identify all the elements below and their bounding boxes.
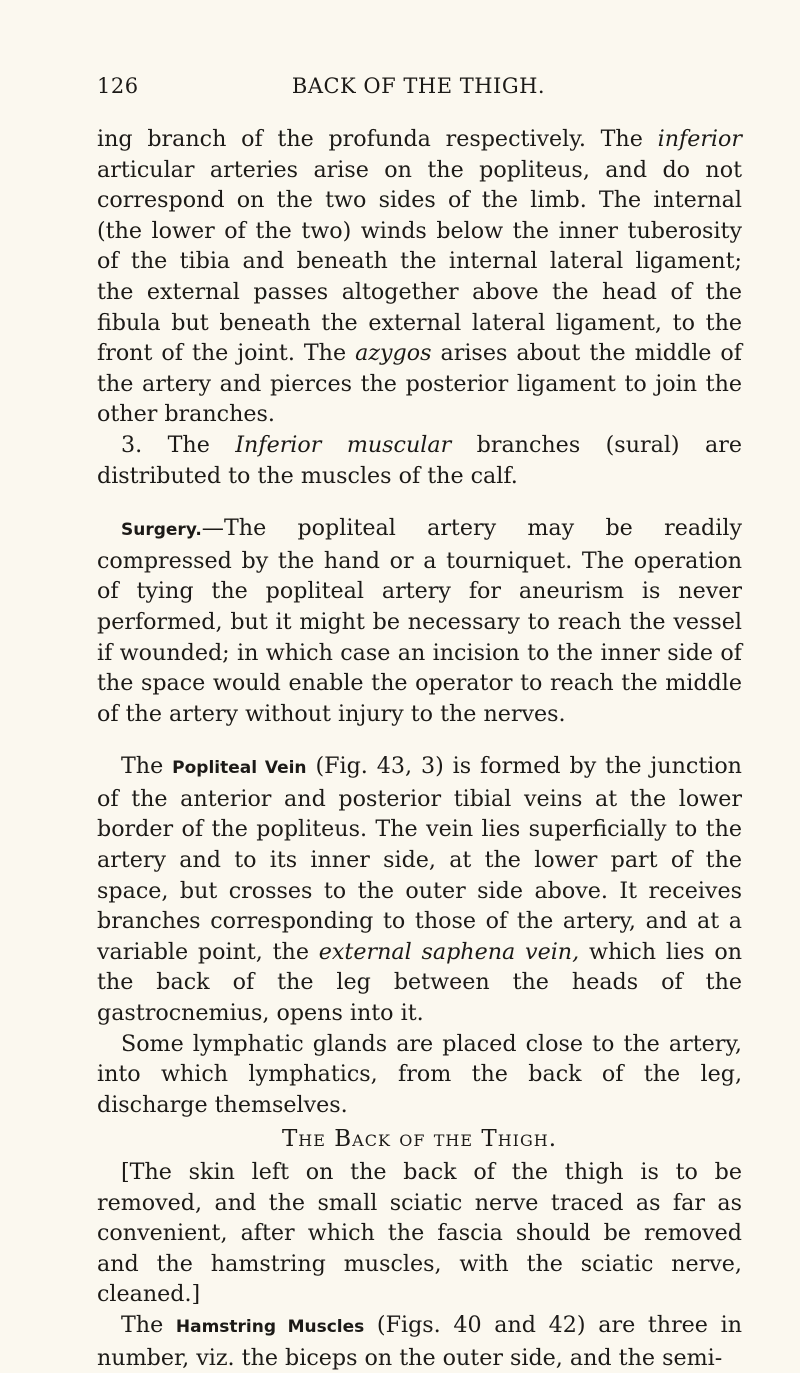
text-run: (Fig. 43, 3) is formed by the junction of the anterior and posterior tibial veins at the lower border of the popliteus. The vein lies superficially to the artery and to its inner side, at the lower part of the space, but crosses to the outer side above. It receives branches corresponding to those of the artery, and at a variable point, the [97, 753, 742, 965]
paragraph-popliteal-vein [97, 751, 742, 1028]
italic-term: azygos [355, 340, 432, 367]
running-title: BACK OF THE THIGH. [291, 74, 546, 98]
paragraph-lymphatic-glands [97, 1029, 742, 1121]
text-run: branches (sural) are distributed to the muscles of the calf. [97, 431, 742, 489]
text-run: arises about the middle of the artery and pierces the posterior ligament to join the other branches. [97, 340, 742, 428]
text-run: [The skin left on the back of the thigh is to be removed, and the small sciatic nerve traced as far as convenient, after which the fascia should be removed and the hamstring muscles, with the sciatic nerve, cleaned.] [97, 1159, 742, 1308]
paragraph-articular-arteries [97, 124, 742, 430]
paragraph-hamstring-muscles [97, 1310, 742, 1373]
section-lead-heading: Popliteal Vein [172, 758, 307, 779]
section-title: The Back of the Thigh. [281, 1126, 558, 1153]
section-lead-heading: Hamstring Muscles [175, 1316, 365, 1337]
text-run: articular arteries arise on the popliteus, and do not correspond on the two sides of the limb. The internal (the lower of the two) winds below the inner tuberosity of the tibia and beneath the internal lateral ligament; the external passes altogether above the head of the fibula but beneath the external lateral ligament, to the front of the joint. The [97, 156, 742, 367]
text-run: Some lymphatic glands are placed close to the artery, into which lymphatics, from the back of the leg, discharge themselves. [97, 1030, 742, 1118]
page-number: 126 [97, 74, 139, 98]
section-lead-heading: Surgery. [121, 520, 202, 541]
italic-term: inferior [657, 126, 742, 152]
paragraph-dissection-instructions [97, 1157, 742, 1310]
text-run: The [121, 1311, 176, 1338]
running-head [97, 74, 740, 104]
text-run: ing branch of the profunda respectively. The [97, 126, 658, 152]
paragraph-surgery [97, 513, 742, 729]
text-run: —The popliteal artery may be readily compressed by the hand or a tourniquet. The operation of tying the popliteal artery for aneurism is never performed, but it might be necessary to reach the vessel if wounded; in which case an incision to the inner side of the space would enable the operator to reach the middle of the artery without injury to the nerves. [97, 515, 742, 727]
italic-term: external saphena vein, [318, 938, 580, 965]
text-run: The [121, 753, 173, 780]
text-run: which lies on the back of the leg between the heads of the gastrocnemius, opens into it. [97, 938, 743, 1027]
italic-term: Inferior muscular [235, 431, 452, 458]
body-text [97, 124, 742, 1373]
text-run: (Figs. 40 and 42) are three in number, viz. the biceps on the outer side, and the semi- [97, 1311, 742, 1371]
paragraph-inferior-muscular [97, 430, 742, 491]
text-run: 3. The [121, 431, 236, 458]
